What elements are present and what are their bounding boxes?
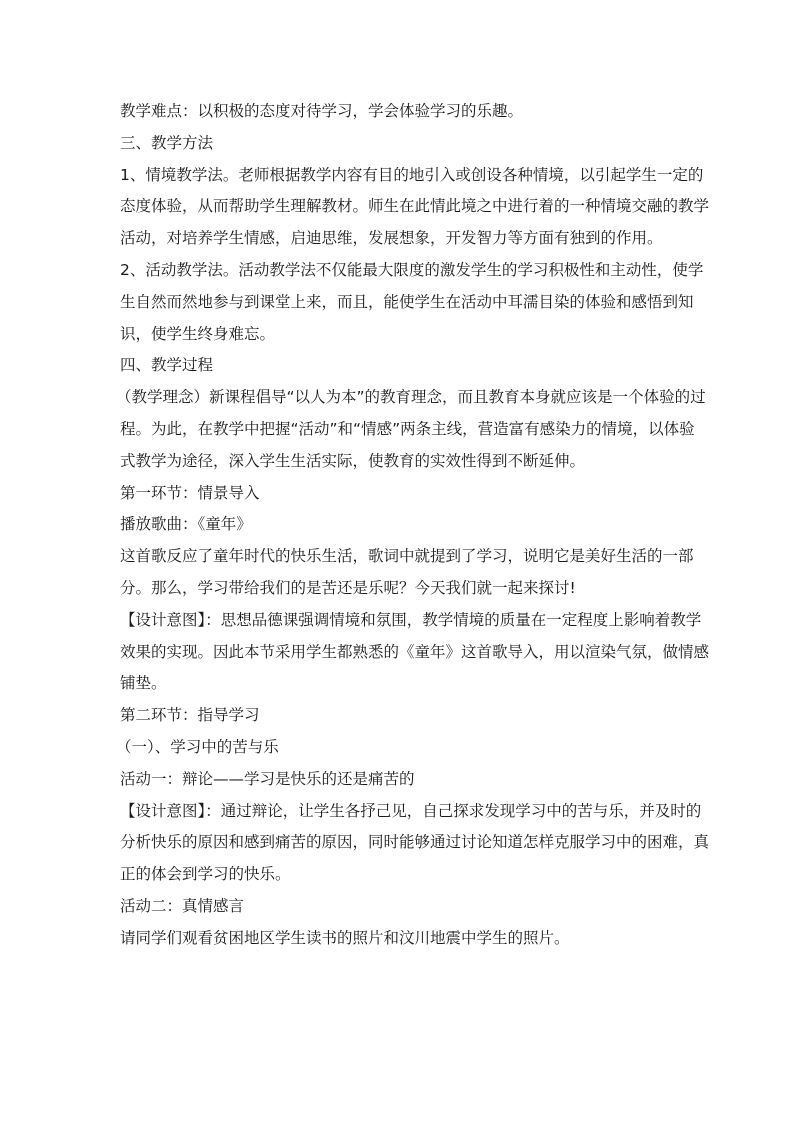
paragraph-view-photos: 请同学们观看贫困地区学生读书的照片和汶川地震中学生的照片。 xyxy=(120,928,570,947)
paragraph-teaching-philosophy: （教学理念）新课程倡导“以人为本”的教育理念，而且教育本身就应该是一个体验的过程。为此，在教学中把握“活动”和“情感”两条主线，营造富有感染力的情境，以体验式教学为途径，深入学生生活实际，使教育的实效性得到不断延伸。 xyxy=(116,388,706,470)
heading-subsection-one: （一）、学习中的苦与乐 xyxy=(116,737,279,756)
document-body xyxy=(116,96,710,955)
paragraph-activity-method: 2、活动教学法。活动教学法不仅能最大限度的激发学生的学习积极性和主动性，使学生自然而然地参与到课堂上来，而且，能使学生在活动中耳濡目染的体验和感悟到知识，使学生终身难忘。 xyxy=(120,260,704,343)
paragraph-play-song: 播放歌曲：《童年》 xyxy=(120,515,252,534)
paragraph-situational-method: 1、情境教学法。老师根据教学内容有目的地引入或创设各种情境，以引起学生一定的态度体验，从而帮助学生理解教材。师生在此情此境之中进行着的一种情境交融的教学活动，对培养学生情感，启迪思维，发展想象，开发智力等方面有独到的作用。 xyxy=(120,165,710,248)
paragraph-design-intent-1: 【设计意图】：思想品德课强调情境和氛围，教学情境的质量在一定程度上影响着教学效果的实现。因此本节采用学生都熟悉的《童年》这首歌导入，用以渲染气氛，做情感铺垫。 xyxy=(120,610,710,693)
heading-teaching-process: 四、教学过程 xyxy=(120,356,214,375)
heading-step-two: 第二环节：指导学习 xyxy=(120,706,260,725)
heading-teaching-methods: 三、教学方法 xyxy=(120,133,214,152)
paragraph-activity-two: 活动二：真情感言 xyxy=(120,896,245,915)
heading-step-one: 第一环节：情景导入 xyxy=(120,483,260,502)
paragraph-design-intent-2: 【设计意图】：通过辩论，让学生各抒己见，自己探求发现学习中的苦与乐，并及时的分析快乐的原因和感到痛苦的原因，同时能够通过讨论知道怎样克服学习中的困难，真正的体会到学习的快乐。 xyxy=(120,801,710,884)
paragraph-song-intro: 这首歌反应了童年时代的快乐生活，歌词中就提到了学习，说明它是美好生活的一部分。那么，学习带给我们的是苦还是乐呢？今天我们就一起来探讨! xyxy=(120,547,694,597)
paragraph-teaching-difficulty: 教学难点：以积极的态度对待学习，学会体验学习的乐趣。 xyxy=(120,102,524,120)
paragraph-activity-one: 活动一：辩论——学习是快乐的还是痛苦的 xyxy=(120,769,415,788)
